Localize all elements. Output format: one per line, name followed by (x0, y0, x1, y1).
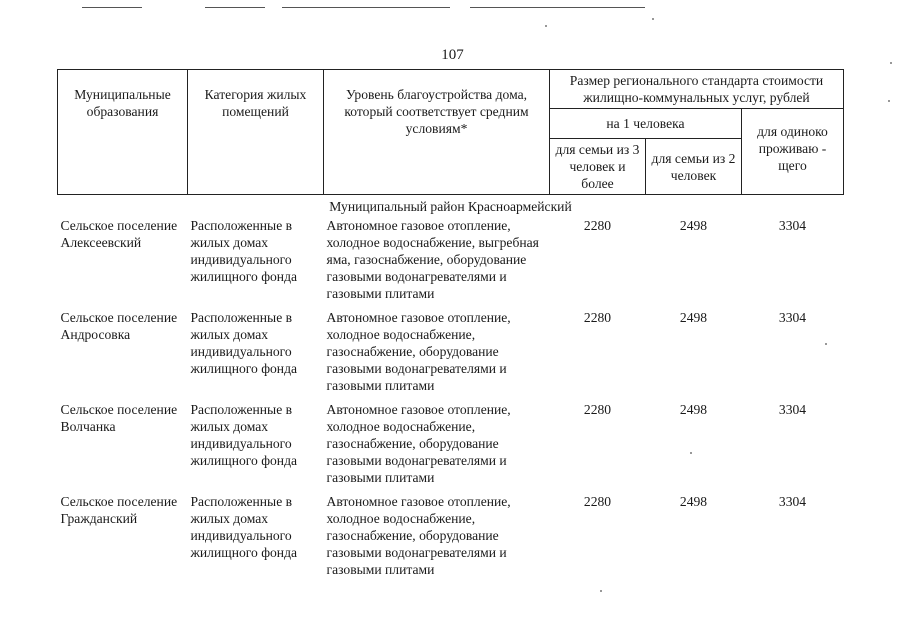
cell-family-2: 2498 (679, 218, 708, 233)
cell-family-2: 2498 (679, 402, 708, 417)
cell-amenities: Автономное газовое отопление, холодное водоснабжение, газоснабжение, оборудование газовыми водонагревателями и газовыми плитами (326, 494, 511, 577)
cell-family-3plus: 2280 (583, 310, 612, 325)
cell-single: 3304 (778, 310, 807, 325)
scan-line (470, 7, 645, 8)
header-amenities-level: Уровень благоустройства дома, который соответствует средним условиям* (324, 70, 550, 195)
cell-amenities: Автономное газовое отопление, холодное водоснабжение, газоснабжение, оборудование газовыми водонагревателями и газовыми плитами (326, 310, 511, 393)
cell-amenities: Автономное газовое отопление, холодное водоснабжение, газоснабжение, оборудование газовыми водонагревателями и газовыми плитами (326, 402, 511, 485)
header-family-3plus: для семьи из 3 человек и более (550, 139, 646, 195)
cell-family-3plus: 2280 (583, 402, 612, 417)
cell-single: 3304 (778, 218, 807, 233)
cell-municipality: Сельское поселение Гражданский (60, 494, 178, 526)
cell-municipality: Сельское поселение Алексеевский (60, 218, 178, 250)
header-standard-group: Размер регионального стандарта стоимости жилищно-коммунальных услуг, рублей (550, 70, 844, 109)
cell-category: Расположенные в жилых домах индивидуального жилищного фонда (190, 402, 298, 468)
cell-municipality: Сельское поселение Андросовка (60, 310, 178, 342)
header-municipality: Муниципальные образования (58, 70, 188, 195)
cell-category: Расположенные в жилых домах индивидуального жилищного фонда (190, 218, 298, 284)
section-title: Муниципальный район Красноармейский (329, 199, 572, 214)
cell-single: 3304 (778, 494, 807, 509)
scan-line (205, 7, 265, 8)
cell-family-2: 2498 (679, 494, 708, 509)
cell-family-3plus: 2280 (583, 218, 612, 233)
cost-standard-table-wrapper (57, 69, 843, 584)
cell-family-2: 2498 (679, 310, 708, 325)
cell-category: Расположенные в жилых домах индивидуального жилищного фонда (190, 494, 298, 560)
cell-municipality: Сельское поселение Волчанка (60, 402, 178, 434)
header-family-2: для семьи из 2 человек (646, 139, 742, 195)
cell-single: 3304 (778, 402, 807, 417)
table-row (58, 216, 844, 308)
table-row (58, 492, 844, 584)
cost-standard-table (57, 69, 844, 584)
scan-line (282, 7, 450, 8)
table-row (58, 400, 844, 492)
cell-family-3plus: 2280 (583, 494, 612, 509)
cell-amenities: Автономное газовое отопление, холодное водоснабжение, выгребная яма, газоснабжение, оборудование газовыми водонагревателями и газовыми плитами (326, 218, 539, 301)
header-single: для одиноко проживаю - щего (742, 109, 844, 195)
table-row (58, 308, 844, 400)
scan-line (82, 7, 142, 8)
cell-category: Расположенные в жилых домах индивидуального жилищного фонда (190, 310, 298, 376)
header-per-person: на 1 человека (550, 109, 742, 139)
header-housing-category: Категория жилых помещений (188, 70, 324, 195)
page-number: 107 (441, 47, 464, 63)
